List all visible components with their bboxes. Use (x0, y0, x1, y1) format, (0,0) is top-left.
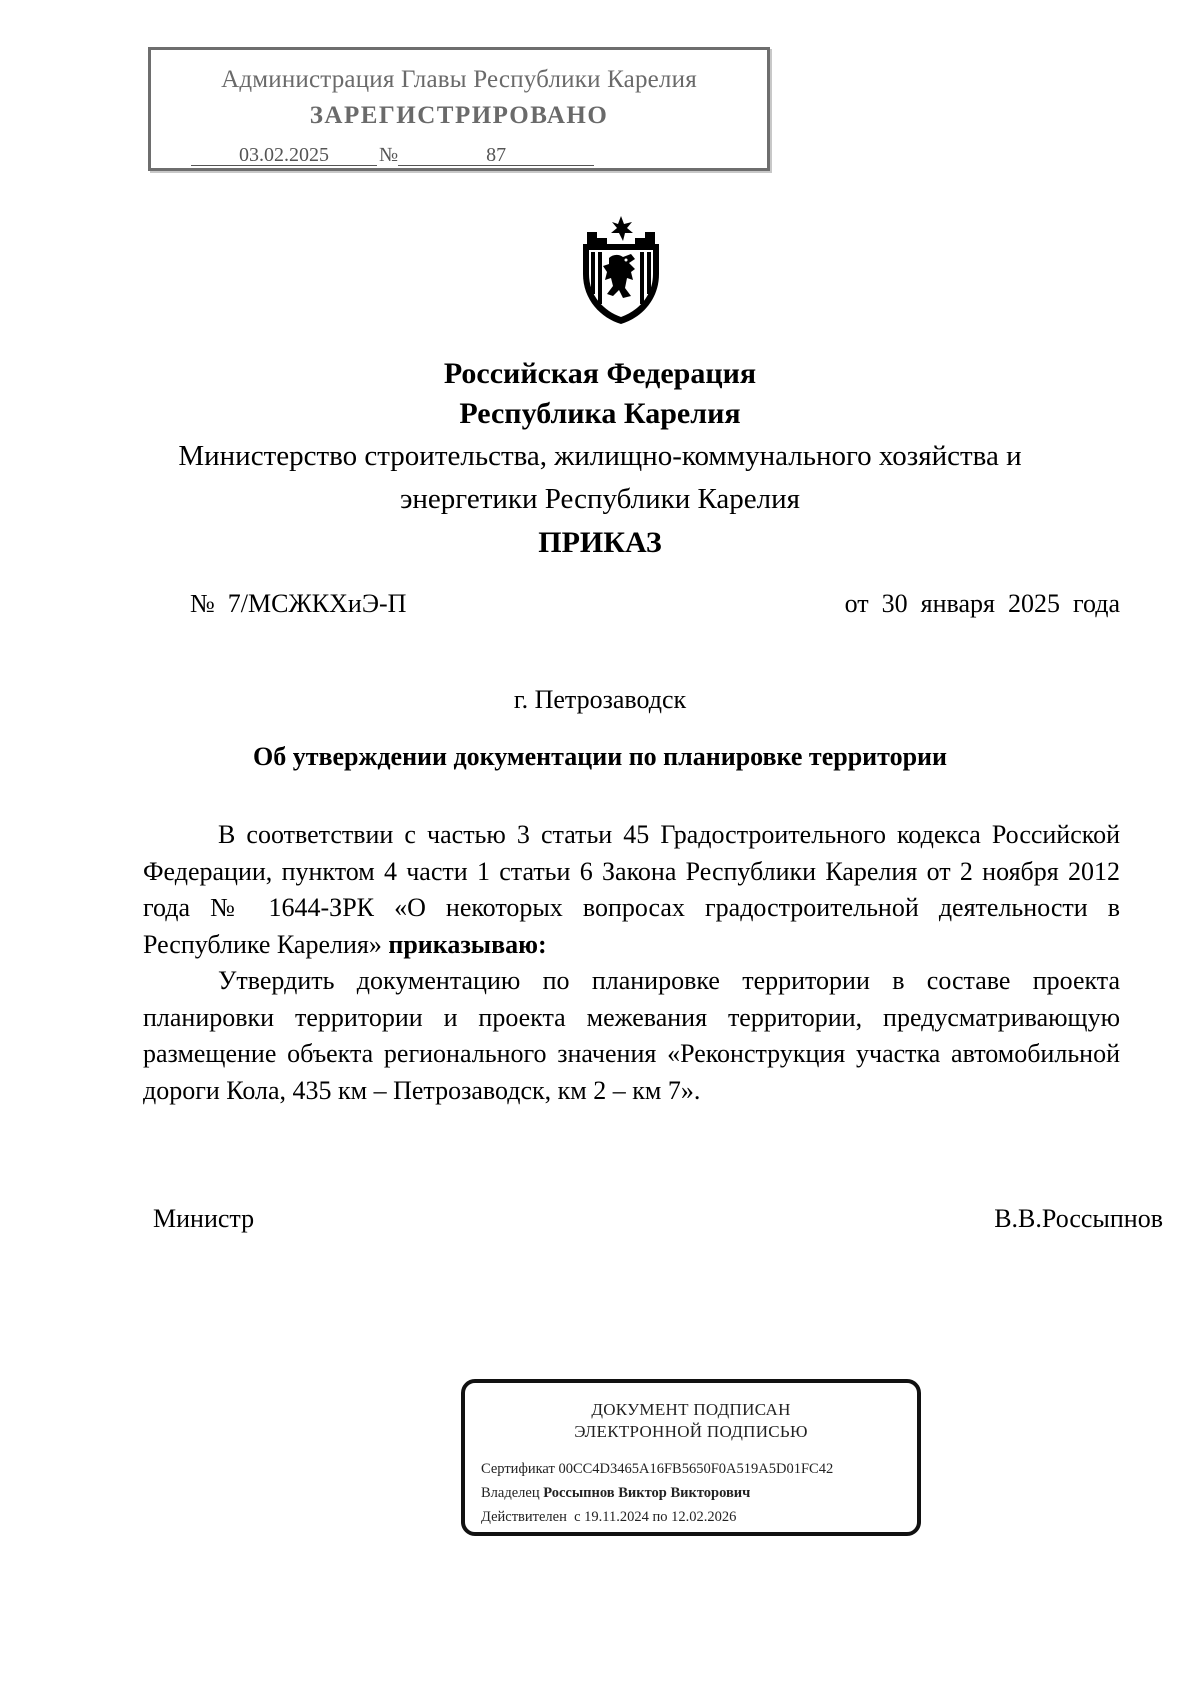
esig-validity-row (481, 1509, 736, 1526)
header-ministry-line1: Министерство строительства, жилищно-коммунального хозяйства и (178, 440, 1022, 472)
esig-owner-row (481, 1485, 750, 1502)
esig-cert-label: Сертификат (481, 1461, 555, 1477)
body-paragraph-2 (143, 963, 1120, 1109)
electronic-signature-stamp (461, 1379, 921, 1536)
registration-stamp-row (191, 144, 594, 167)
registration-number-sign: № (379, 144, 399, 166)
esig-valid-from: 19.11.2024 (584, 1509, 649, 1525)
signature-name: В.В.Россыпнов (994, 1204, 1163, 1233)
esig-certificate-row (481, 1461, 833, 1478)
body-paragraph-1 (143, 817, 1120, 963)
signature-position: Министр (153, 1204, 255, 1233)
registration-stamp (148, 47, 770, 171)
order-title: Об утверждении документации по планировке территории (252, 742, 947, 771)
esig-title-1: ДОКУМЕНТ ПОДПИСАН (591, 1400, 791, 1419)
registration-stamp-status: ЗАРЕГИСТРИРОВАНО (309, 102, 609, 129)
registration-date: 03.02.2025 (191, 145, 377, 166)
body-paragraph-1-bold: приказываю: (388, 929, 547, 959)
esig-valid-label: Действителен с (481, 1509, 581, 1525)
header-republic: Республика Карелия (459, 397, 741, 430)
esig-title-2: ЭЛЕКТРОННОЙ ПОДПИСЬЮ (574, 1422, 808, 1441)
esig-valid-to: 12.02.2026 (671, 1509, 737, 1525)
order-city: г. Петрозаводск (513, 685, 687, 714)
esig-valid-to-label: по (652, 1509, 668, 1525)
karelia-coat-of-arms-icon (573, 214, 669, 326)
doc-type-title: ПРИКАЗ (538, 526, 662, 559)
header-ministry-line2: энергетики Республики Карелия (399, 483, 801, 515)
esig-owner-label: Владелец (481, 1485, 540, 1501)
esig-owner-value: Россыпнов Виктор Викторович (543, 1485, 751, 1501)
body-paragraph-2-text: Утвердить документацию по планировке территории в составе проекта планировки территории и проекта межевания территории, предусматривающую размещение объекта регионального значения «Реконструкция участка автомобильной дороги Кола, 435 км – Петрозаводск, км 2 – км 7». (143, 966, 1120, 1105)
header-country: Российская Федерация (443, 357, 757, 390)
registration-number: 87 (398, 145, 594, 166)
esig-cert-value: 00CC4D3465A16FB5650F0A519A5D01FC42 (558, 1461, 834, 1477)
order-number: № 7/МСЖКХиЭ-П (190, 589, 407, 618)
registration-stamp-authority: Администрация Главы Республики Карелия (221, 66, 697, 93)
order-date: от 30 января 2025 года (844, 589, 1120, 618)
body-paragraph-1-text: В соответствии с частью 3 статьи 45 Градостроительного кодекса Российской Федерации, пунктом 4 части 1 статьи 6 Закона Республики Карелия от 2 ноября 2012 года № 1644-ЗРК «О некоторых вопросах градостроительной деятельности в Республике Карелия» (143, 820, 1120, 959)
